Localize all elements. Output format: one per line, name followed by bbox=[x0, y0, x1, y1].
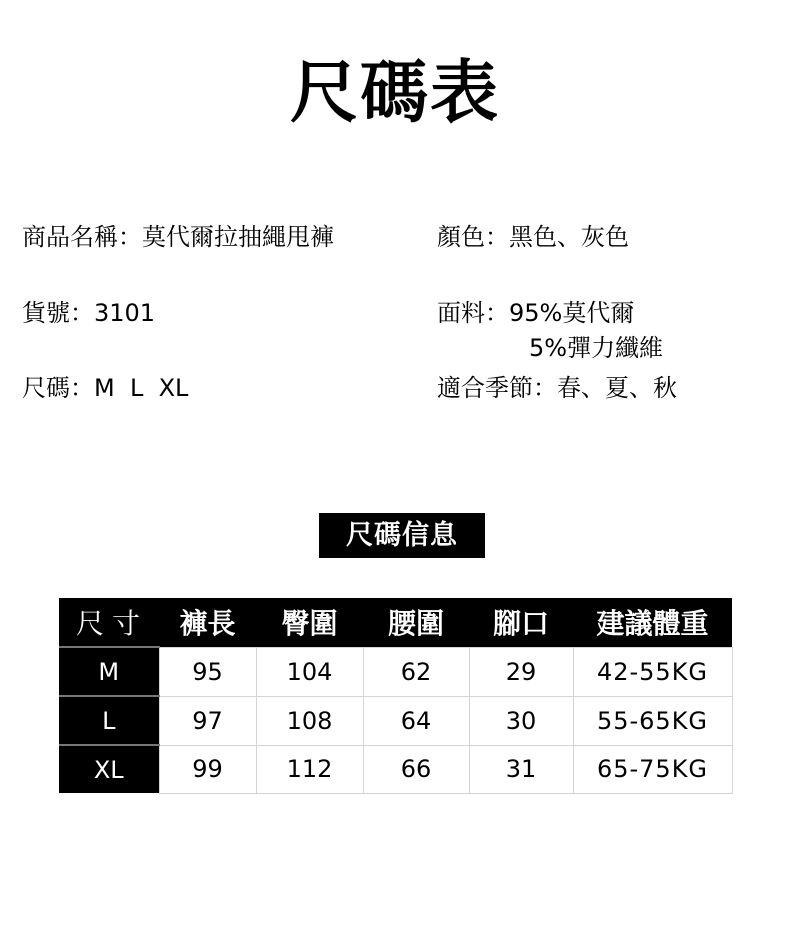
table-cell: 30 bbox=[469, 696, 573, 745]
header-hip: 臀圍 bbox=[256, 598, 363, 647]
sizes-sep: ： bbox=[70, 374, 94, 402]
table-row bbox=[59, 696, 732, 745]
sizes-field bbox=[22, 372, 188, 404]
season-field bbox=[437, 372, 677, 404]
table-cell: 55-65KG bbox=[573, 696, 732, 745]
season-value: 春、夏、秋 bbox=[557, 374, 677, 402]
item-number-label: 貨號 bbox=[22, 299, 70, 327]
table-cell: 31 bbox=[469, 745, 573, 793]
table-cell: 29 bbox=[469, 647, 573, 696]
season-label: 適合季節 bbox=[437, 374, 533, 402]
item-number-field bbox=[22, 297, 155, 329]
season-sep: ： bbox=[533, 374, 557, 402]
product-name-value: 莫代爾拉抽繩甩褲 bbox=[142, 223, 334, 251]
row-size-label: XL bbox=[59, 745, 159, 793]
header-suggested-weight: 建議體重 bbox=[573, 598, 732, 647]
item-number-sep: ： bbox=[70, 299, 94, 327]
item-number-value: 3101 bbox=[94, 299, 156, 327]
fabric-field bbox=[437, 297, 634, 329]
table-cell: 97 bbox=[159, 696, 256, 745]
table-cell: 108 bbox=[256, 696, 363, 745]
table-cell: 99 bbox=[159, 745, 256, 793]
table-row bbox=[59, 745, 732, 793]
table-cell: 112 bbox=[256, 745, 363, 793]
product-name-field bbox=[22, 221, 334, 253]
section-title-badge: 尺碼信息 bbox=[319, 513, 485, 558]
table-cell: 62 bbox=[363, 647, 469, 696]
table-cell: 64 bbox=[363, 696, 469, 745]
table-header-row bbox=[59, 598, 732, 647]
sizes-value: M L XL bbox=[94, 374, 189, 402]
color-label: 顏色 bbox=[437, 223, 485, 251]
row-size-label: M bbox=[59, 647, 159, 696]
table-cell: 42-55KG bbox=[573, 647, 732, 696]
header-waist: 腰圍 bbox=[363, 598, 469, 647]
table-cell: 66 bbox=[363, 745, 469, 793]
color-sep: ： bbox=[485, 223, 509, 251]
row-size-label: L bbox=[59, 696, 159, 745]
header-pants-length: 褲長 bbox=[159, 598, 256, 647]
sizes-label: 尺碼 bbox=[22, 374, 70, 402]
color-value: 黑色、灰色 bbox=[509, 223, 629, 251]
color-field bbox=[437, 221, 629, 253]
fabric-sep: ： bbox=[485, 299, 509, 327]
table-cell: 95 bbox=[159, 647, 256, 696]
product-name-sep: ： bbox=[118, 223, 142, 251]
page-title: 尺碼表 bbox=[289, 54, 500, 133]
fabric-label: 面料 bbox=[437, 299, 485, 327]
size-table bbox=[59, 598, 733, 794]
product-name-label: 商品名稱 bbox=[22, 223, 118, 251]
table-cell: 104 bbox=[256, 647, 363, 696]
header-leg-opening: 腳口 bbox=[469, 598, 573, 647]
header-size: 尺寸 bbox=[59, 598, 159, 647]
table-row bbox=[59, 647, 732, 696]
table-cell: 65-75KG bbox=[573, 745, 732, 793]
fabric-value-line2: 5%彈力纖維 bbox=[529, 334, 664, 362]
fabric-value-line1: 95%莫代爾 bbox=[509, 299, 635, 327]
